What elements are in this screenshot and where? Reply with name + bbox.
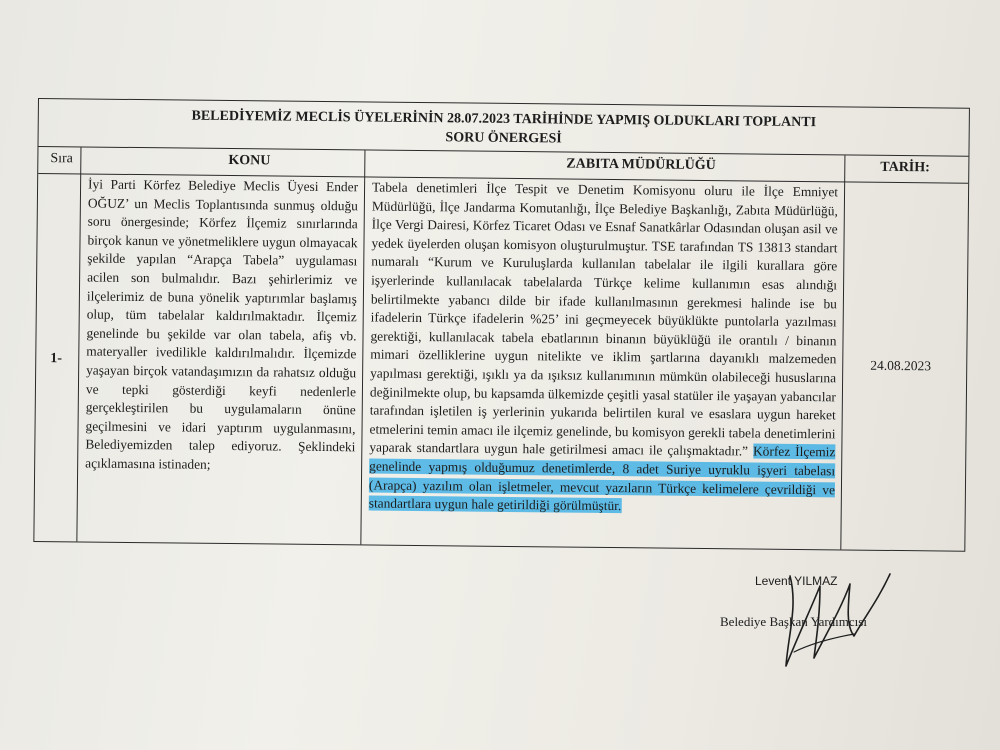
column-header-konu: KONU [228, 152, 271, 169]
column-header-zabita: ZABITA MÜDÜRLÜĞÜ [566, 156, 716, 174]
zabita-highlighted-text: Körfez İlçemiz genelinde yapmış olduğumuz denetimlerde, 8 adet Suriye uyruklu işyeri tabelası (Arapça) yazılım olan işletmeler, mevcut yazıların Türkçe kelimelere çevrildiği ve standartlara uygun hale getirildiği görülmüştür. [368, 443, 836, 514]
column-header-sira: Sıra [50, 151, 74, 167]
date-cell: 24.08.2023 [870, 357, 932, 374]
zabita-cell [369, 179, 838, 519]
column-header-tarih: TARİH: [880, 159, 930, 176]
column-divider [840, 155, 845, 549]
signer-name: Levent YILMAZ [755, 574, 838, 588]
signature-block [720, 574, 960, 684]
zabita-response-text: Tabela denetimleri İlçe Tespit ve Denetim Komisyonu oluru ile İlçe Emniyet Müdürlüğü, İlçe Jandarma Komutanlığı, İlçe Belediye Başkanlığı, Zabıta Müdürlüğü, İlçe Vergi Dairesi, Körfez Ticaret Odası ve Esnaf Sanatkârlar Odasından oluşan asil ve yedek üyelerden oluşan komisyon oluşturulmuştur. TSE tarafından TS 13813 standart numaralı “Kurum ve Kuruluşlarda kullanılan tabelalar ile ilgili kurallara göre işyerlerinde kullanılacak tabelalarda Türkçe kelime kullanımın esas alındığı belirtilmekte yabancı dilde bir ifade kullanılmasının gerekmesi halinde ise bu ifadelerin Türkçe ifadelerin %25’ ini geçmeyecek büyüklükte puntolarla yazılması gerektiği, kullanılacak tabela ebatlarının binanın büyüklüğü ile orantılı / binanın mimari özelliklerine uygun nitelikte ve iklim şartlarına dayanıklı malzemeden yapılması gerektiği, ışıklı ya da ışıksız kullanımının mümkün olabileceği hususlarına değinilmekte olup, bu kapsamda ülkemizde çeşitli yasal statüler ile yaşayan yabancılar tarafından işletilen iş yerlerinin yukarıda belirtilen kural ve esaslara uygun hareket etmelerini temin amacı ile ilçemiz genelinde, bu komisyon gerekli tabela denetimlerini yaparak standartlara uygun hale getirilmesi amacı ile çalışmaktadır.” [369, 179, 839, 459]
row-number: 1- [50, 351, 63, 367]
report-table [33, 98, 970, 552]
signer-title: Belediye Başkan Yardımcısı [720, 614, 867, 629]
title-line-2: SORU ÖNERGESİ [445, 130, 562, 147]
title-line-1: BELEDİYEMİZ MECLİS ÜYELERİNİN 28.07.2023 TARİHİNDE YAPMIŞ OLDUKLARI TOPLANTI [191, 108, 817, 131]
konu-cell: İyi Parti Körfez Belediye Meclis Üyesi Ender OĞUZ’ un Meclis Toplantısında sunmuş olduğu soru önergesinde; Körfez İlçemiz sınırlarında birçok kanun ve yönetmeliklere uygun olmayacak şekilde yapılan “Arapça Tabela” uygulaması acilen son bulmalıdır. Bazı şehirlerimiz ve ilçelerimiz de buna yönelik yaptırımlar başlamış olup, tüm tabelalar kaldırılmaktadır. İlçemiz genelinde bu şekilde var olan tabela, afiş vb. materyaller ivedilikle kaldırılmalıdır. İlçemizde yaşayan birçok vatandaşımızın da rahatsız olduğu ve tepki gösterdiği keyfi nedenlerle gerçekleştirilen bu uygulamaların önüne geçilmesini ve idari yaptırım uygulanmasını, Belediyemizden talep ediyoruz. Şeklindeki açıklamasına istinaden; [85, 176, 359, 472]
column-divider [360, 150, 365, 544]
column-divider [76, 147, 81, 541]
handwritten-signature [750, 566, 900, 681]
